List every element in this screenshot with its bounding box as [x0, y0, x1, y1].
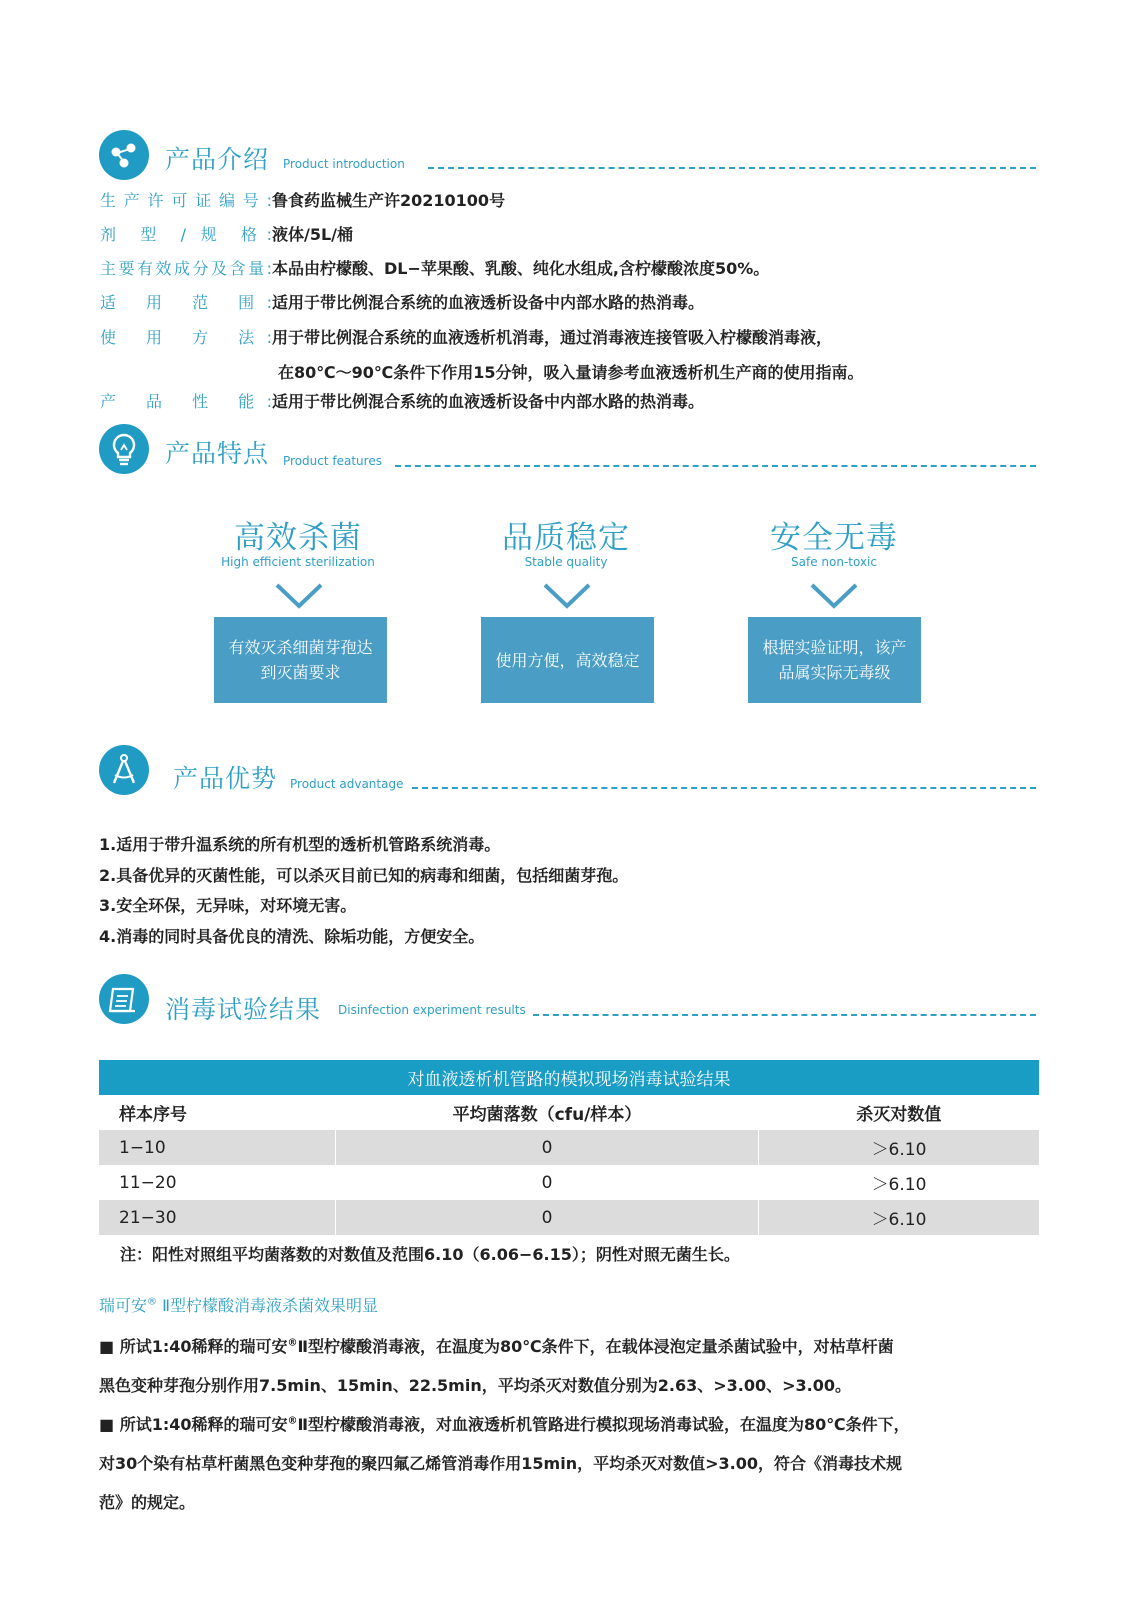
section-title-advantage: 产品优势 [173, 764, 278, 793]
chevron-down-icon [542, 582, 592, 610]
table-row [99, 1200, 1039, 1235]
section-subtitle-features: Product features [283, 454, 382, 468]
table-cell: 21−30 [99, 1200, 336, 1235]
feature-title: 安全无毒 [770, 520, 898, 556]
intro-value: 用于带比例混合系统的血液透析机消毒，通过消毒液连接管吸入柠檬酸消毒液， [272, 328, 833, 347]
section-divider [428, 167, 1036, 169]
registered-mark: ® [287, 1415, 298, 1427]
intro-row-performance [100, 389, 704, 412]
compass-icon [99, 745, 149, 795]
intro-label: 主要有效成分及含量: [100, 259, 272, 278]
effect-text: Ⅱ型柠檬酸消毒液，在温度为80℃条件下，在载体浸泡定量杀菌试验中，对枯草杆菌 [297, 1337, 894, 1356]
molecule-icon [99, 130, 149, 180]
advantage-item: 1.适用于带升温系统的所有机型的透析机管路系统消毒。 [99, 835, 501, 854]
table-header-row [99, 1095, 1039, 1130]
section-subtitle-results: Disinfection experiment results [338, 1003, 526, 1017]
intro-value: 本品由柠檬酸、DL−苹果酸、乳酸、纯化水组成,含柠檬酸浓度50%。 [272, 259, 770, 278]
table-cell: 0 [336, 1200, 759, 1235]
lightbulb-icon [99, 424, 149, 474]
registered-mark: ® [287, 1337, 298, 1349]
section-subtitle-advantage: Product advantage [290, 777, 404, 791]
feature-subtitle: Stable quality [524, 555, 608, 569]
effect-paragraph-line [99, 1334, 894, 1357]
intro-value: 液体/5L/桶 [272, 225, 354, 244]
clipboard-icon [99, 974, 149, 1024]
intro-row-license [100, 188, 505, 211]
chevron-down-icon [274, 582, 324, 610]
column-header: 平均菌落数（cfu/样本） [452, 1105, 642, 1125]
advantage-item: 3.安全环保，无异味，对环境无害。 [99, 896, 357, 915]
table-row [99, 1130, 1039, 1165]
column-header: 杀灭对数值 [856, 1105, 942, 1125]
table-cell: 0 [336, 1165, 759, 1200]
section-title-intro: 产品介绍 [165, 145, 270, 174]
table-cell: ＞6.10 [759, 1200, 1040, 1235]
feature-box: 根据实验证明，该产品属实际无毒级 [748, 617, 921, 703]
section-divider [395, 465, 1036, 467]
column-header: 样本序号 [119, 1105, 187, 1125]
table-caption: 对血液透析机管路的模拟现场消毒试验结果 [99, 1060, 1039, 1095]
brand-name: 瑞可安 [99, 1296, 148, 1315]
advantage-item: 4.消毒的同时具备优良的清洗、除垢功能，方便安全。 [99, 927, 485, 946]
intro-label: 剂 型 / 规 格: [100, 225, 272, 244]
intro-row-usage [100, 325, 832, 348]
section-divider [412, 787, 1036, 789]
intro-value: 适用于带比例混合系统的血液透析设备中内部水路的热消毒。 [272, 392, 705, 411]
results-table [99, 1060, 1039, 1235]
table-note: 注：阳性对照组平均菌落数的对数值及范围6.10（6.06−6.15）；阴性对照无菌生长。 [120, 1245, 740, 1264]
chevron-down-icon [809, 582, 859, 610]
feature-box: 有效灭杀细菌芽孢达到灭菌要求 [214, 617, 387, 703]
table-row [99, 1165, 1039, 1200]
intro-value: 鲁食药监械生产许20210100号 [272, 191, 506, 210]
registered-mark: ® [147, 1296, 158, 1308]
effect-title-text: Ⅱ型柠檬酸消毒液杀菌效果明显 [162, 1296, 378, 1315]
feature-title: 品质稳定 [502, 520, 630, 556]
effect-paragraph-line: 范》的规定。 [99, 1493, 196, 1512]
effect-text: Ⅱ型柠檬酸消毒液，对血液透析机管路进行模拟现场消毒试验，在温度为80℃条件下， [297, 1415, 910, 1434]
section-divider [533, 1014, 1036, 1016]
effect-text: ■ 所试1:40稀释的瑞可安 [99, 1337, 288, 1356]
effect-text: ■ 所试1:40稀释的瑞可安 [99, 1415, 288, 1434]
table-cell: 1−10 [99, 1130, 336, 1165]
intro-usage-continued: 在80℃～90℃条件下作用15分钟，吸入量请参考血液透析机生产商的使用指南。 [278, 363, 864, 382]
table-cell: ＞6.10 [871, 1175, 927, 1195]
table-cell: 0 [336, 1130, 759, 1165]
intro-label: 生产许可证编号: [100, 191, 272, 210]
intro-value: 适用于带比例混合系统的血液透析设备中内部水路的热消毒。 [272, 293, 705, 312]
advantage-item: 2.具备优异的灭菌性能，可以杀灭目前已知的病毒和细菌，包括细菌芽孢。 [99, 866, 629, 885]
section-subtitle-intro: Product introduction [283, 157, 405, 171]
intro-row-spec [100, 222, 353, 245]
feature-subtitle: High efficient sterilization [221, 555, 375, 569]
feature-subtitle: Safe non-toxic [791, 555, 877, 569]
intro-row-scope [100, 290, 704, 313]
effect-paragraph-line: 对30个染有枯草杆菌黑色变种芽孢的聚四氟乙烯管消毒作用15min，平均杀灭对数值>3.00，符合《消毒技术规 [99, 1454, 902, 1473]
effect-paragraph-line [99, 1412, 910, 1435]
feature-title: 高效杀菌 [234, 520, 362, 556]
intro-label: 使 用 方 法: [100, 328, 272, 347]
intro-row-ingredients [100, 256, 769, 279]
section-title-results: 消毒试验结果 [165, 995, 322, 1024]
section-title-features: 产品特点 [165, 439, 270, 468]
intro-label: 适 用 范 围: [100, 293, 272, 312]
feature-box: 使用方便，高效稳定 [481, 617, 654, 703]
table-cell: 11−20 [99, 1165, 336, 1200]
intro-label: 产 品 性 能: [100, 392, 272, 411]
effect-paragraph-line: 黑色变种芽孢分别作用7.5min、15min、22.5min，平均杀灭对数值分别为2.63、>3.00、>3.00。 [99, 1376, 851, 1395]
table-cell: ＞6.10 [759, 1130, 1040, 1165]
effect-title [99, 1293, 378, 1316]
